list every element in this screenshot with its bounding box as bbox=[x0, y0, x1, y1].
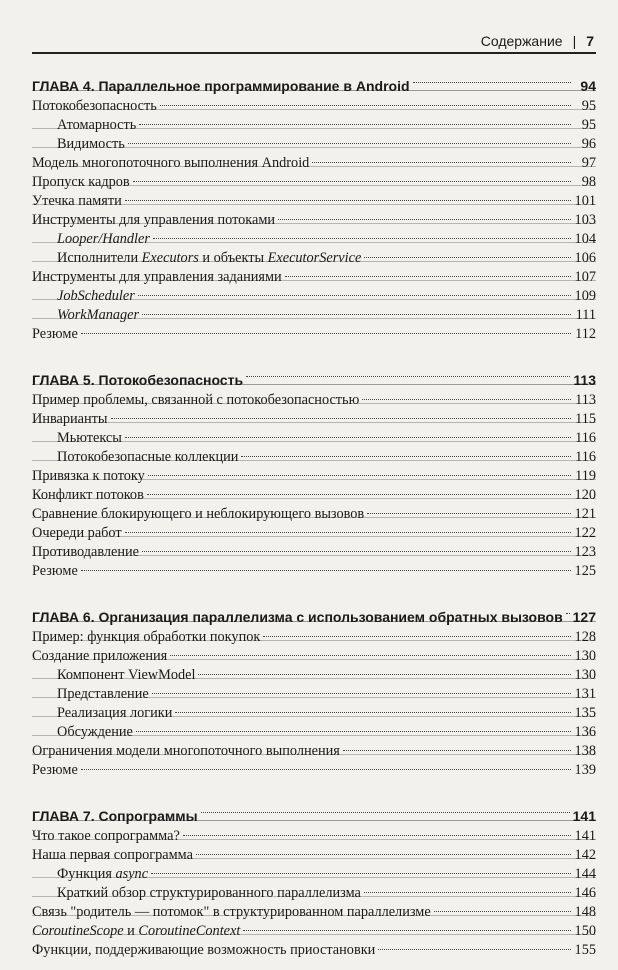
entry-title: Видимость bbox=[57, 136, 125, 152]
entry-title: Связь "родитель — потомок" в структурированном параллелизме bbox=[32, 904, 431, 920]
entry-title: Потокобезопасность bbox=[32, 98, 157, 114]
leader-dots bbox=[136, 713, 571, 732]
table-of-contents bbox=[32, 60, 596, 970]
leader-dots bbox=[81, 315, 571, 334]
entry-title-part: Функция bbox=[57, 866, 116, 882]
entry-page: 106 bbox=[574, 250, 596, 266]
entry-page: 131 bbox=[574, 686, 596, 702]
leader-dots bbox=[278, 201, 571, 220]
entry-page: 136 bbox=[574, 724, 596, 740]
entry-title: Пример: функция обработки покупок bbox=[32, 629, 261, 645]
entry-title: Что такое сопрограмма? bbox=[32, 828, 180, 844]
leader-dots bbox=[198, 656, 571, 675]
toc-entry bbox=[32, 755, 596, 778]
leader-dots bbox=[434, 893, 571, 912]
entry-title: Потокобезопасные коллекции bbox=[57, 449, 239, 465]
toc-entry bbox=[32, 556, 596, 579]
chapter-title: ГЛАВА 4. Параллельное программирование в Android bbox=[32, 78, 410, 94]
entry-page: 109 bbox=[574, 288, 596, 304]
entry-title-italic-part: CoroutineContext bbox=[138, 923, 241, 939]
chapter-title: ГЛАВА 5. Потокобезопасность bbox=[32, 372, 244, 388]
entry-page: 98 bbox=[581, 174, 596, 190]
entry-title bbox=[32, 922, 240, 940]
entry-title-italic-part: Looper/Handler bbox=[57, 231, 150, 247]
leader-dots bbox=[151, 855, 571, 874]
entry-title bbox=[57, 287, 135, 305]
entry-page: 96 bbox=[581, 136, 596, 152]
chapter-page: 94 bbox=[580, 78, 596, 94]
running-header bbox=[481, 33, 594, 49]
leader-dots bbox=[133, 163, 571, 182]
entry-title-part: и bbox=[123, 923, 139, 939]
entry-title-italic-part: WorkManager bbox=[57, 307, 140, 323]
entry-page: 150 bbox=[574, 923, 596, 939]
toc-chapter bbox=[32, 60, 596, 342]
leader-dots bbox=[125, 514, 571, 533]
running-header-separator: | bbox=[572, 33, 577, 49]
entry-title: Ограничения модели многопоточного выполнения bbox=[32, 743, 340, 759]
entry-page: 139 bbox=[574, 762, 596, 778]
entry-page: 107 bbox=[574, 269, 596, 285]
entry-page: 155 bbox=[574, 942, 596, 958]
leader-dots bbox=[241, 438, 571, 457]
leader-dots bbox=[138, 277, 571, 296]
leader-dots bbox=[243, 912, 571, 931]
leader-dots bbox=[175, 694, 571, 713]
entry-title: Резюме bbox=[32, 326, 78, 342]
entry-page: 125 bbox=[574, 563, 596, 579]
entry-title: Мьютексы bbox=[57, 430, 122, 446]
leader-dots bbox=[246, 346, 570, 377]
leader-dots bbox=[152, 675, 571, 694]
entry-page: 121 bbox=[574, 506, 596, 522]
leader-dots bbox=[160, 87, 571, 106]
entry-title-part: Исполнители bbox=[57, 250, 142, 266]
leader-dots bbox=[312, 144, 571, 163]
leader-dots bbox=[139, 106, 571, 125]
toc-entry bbox=[32, 319, 596, 342]
entry-page: 130 bbox=[574, 648, 596, 664]
entry-title: Инварианты bbox=[32, 411, 108, 427]
entry-page: 101 bbox=[574, 193, 596, 209]
leader-dots bbox=[142, 296, 571, 315]
entry-page: 141 bbox=[574, 828, 596, 844]
entry-title: Реализация логики bbox=[57, 705, 173, 721]
entry-page: 146 bbox=[574, 885, 596, 901]
leader-dots bbox=[201, 782, 570, 813]
entry-title-italic-part: CoroutineScope bbox=[32, 923, 124, 939]
entry-page: 95 bbox=[581, 117, 596, 133]
entry-title: Инструменты для управления заданиями bbox=[32, 269, 282, 285]
entry-page: 138 bbox=[574, 743, 596, 759]
leader-dots bbox=[364, 874, 571, 893]
leader-dots bbox=[285, 258, 571, 277]
entry-title: Противодавление bbox=[32, 544, 140, 560]
leader-dots bbox=[111, 400, 571, 419]
entry-page: 120 bbox=[574, 487, 596, 503]
chapter-page: 127 bbox=[572, 609, 596, 625]
entry-title: Модель многопоточного выполнения Android bbox=[32, 155, 310, 171]
entry-title: Пример проблемы, связанной с потокобезопасностью bbox=[32, 392, 360, 408]
leader-dots bbox=[362, 381, 571, 400]
entry-title-italic-part: JobScheduler bbox=[57, 288, 135, 304]
toc-chapter bbox=[32, 591, 596, 778]
entry-title: Утечка памяти bbox=[32, 193, 122, 209]
toc-chapter bbox=[32, 354, 596, 579]
entry-page: 148 bbox=[574, 904, 596, 920]
entry-page: 142 bbox=[574, 847, 596, 863]
entry-title: Наша первая сопрограмма bbox=[32, 847, 193, 863]
entry-title bbox=[57, 230, 150, 248]
entry-title: Резюме bbox=[32, 762, 78, 778]
entry-title: Инструменты для управления потоками bbox=[32, 212, 276, 228]
entry-title: Краткий обзор структурированного параллелизма bbox=[57, 885, 361, 901]
entry-page: 128 bbox=[574, 629, 596, 645]
entry-page: 112 bbox=[575, 326, 596, 342]
entry-title: Сравнение блокирующего и неблокирующего вызовов bbox=[32, 506, 365, 522]
chapter-title: ГЛАВА 6. Организация параллелизма с использованием обратных вызовов bbox=[32, 609, 563, 625]
entry-title: Привязка к потоку bbox=[32, 468, 145, 484]
entry-title bbox=[57, 865, 148, 883]
leader-dots bbox=[125, 182, 571, 201]
leader-dots bbox=[413, 52, 571, 83]
leader-dots bbox=[367, 495, 571, 514]
leader-dots bbox=[170, 637, 571, 656]
entry-page: 97 bbox=[581, 155, 596, 171]
leader-dots bbox=[142, 533, 571, 552]
entry-page: 119 bbox=[575, 468, 596, 484]
entry-title-italic-part: async bbox=[115, 866, 149, 882]
chapter-title: ГЛАВА 7. Сопрограммы bbox=[32, 808, 198, 824]
entry-title: Создание приложения bbox=[32, 648, 168, 664]
entry-title-part: и объекты bbox=[198, 250, 268, 266]
toc-chapter bbox=[32, 790, 596, 958]
entry-title: Представление bbox=[57, 686, 149, 702]
entry-title: Очереди работ bbox=[32, 525, 122, 541]
leader-dots bbox=[183, 817, 571, 836]
leader-dots bbox=[148, 457, 571, 476]
entry-page: 144 bbox=[574, 866, 596, 882]
chapter-page: 141 bbox=[572, 808, 596, 824]
entry-page: 116 bbox=[575, 430, 596, 446]
entry-title-italic-part: ExecutorService bbox=[267, 250, 362, 266]
entry-page: 111 bbox=[575, 307, 596, 323]
entry-page: 130 bbox=[574, 667, 596, 683]
running-header-page-number: 7 bbox=[586, 33, 594, 49]
entry-title: Компонент ViewModel bbox=[57, 667, 196, 683]
leader-dots bbox=[196, 836, 571, 855]
running-header-section: Содержание bbox=[480, 33, 563, 49]
leader-dots bbox=[125, 419, 571, 438]
entry-page: 123 bbox=[574, 544, 596, 560]
leader-dots bbox=[81, 751, 571, 770]
leader-dots bbox=[378, 931, 571, 950]
entry-title: Функции, поддерживающие возможность приостановки bbox=[32, 942, 376, 958]
entry-page: 95 bbox=[581, 98, 596, 114]
entry-page: 135 bbox=[574, 705, 596, 721]
entry-page: 113 bbox=[575, 392, 596, 408]
leader-dots bbox=[153, 220, 571, 239]
entry-page: 104 bbox=[574, 231, 596, 247]
entry-title: Резюме bbox=[32, 563, 78, 579]
entry-title-italic-part: Executors bbox=[141, 250, 199, 266]
entry-page: 122 bbox=[574, 525, 596, 541]
entry-title: Конфликт потоков bbox=[32, 487, 144, 503]
leader-dots bbox=[566, 583, 570, 614]
entry-title: Обсуждение bbox=[57, 724, 133, 740]
leader-dots bbox=[364, 239, 571, 258]
entry-title: Атомарность bbox=[57, 117, 137, 133]
chapter-page: 113 bbox=[573, 372, 596, 388]
entry-page: 103 bbox=[574, 212, 596, 228]
entry-page: 116 bbox=[575, 449, 596, 465]
leader-dots bbox=[81, 552, 571, 571]
leader-dots bbox=[128, 125, 571, 144]
entry-page: 115 bbox=[575, 411, 596, 427]
leader-dots bbox=[343, 732, 571, 751]
entry-title: Пропуск кадров bbox=[32, 174, 130, 190]
leader-dots bbox=[147, 476, 571, 495]
leader-dots bbox=[263, 618, 571, 637]
